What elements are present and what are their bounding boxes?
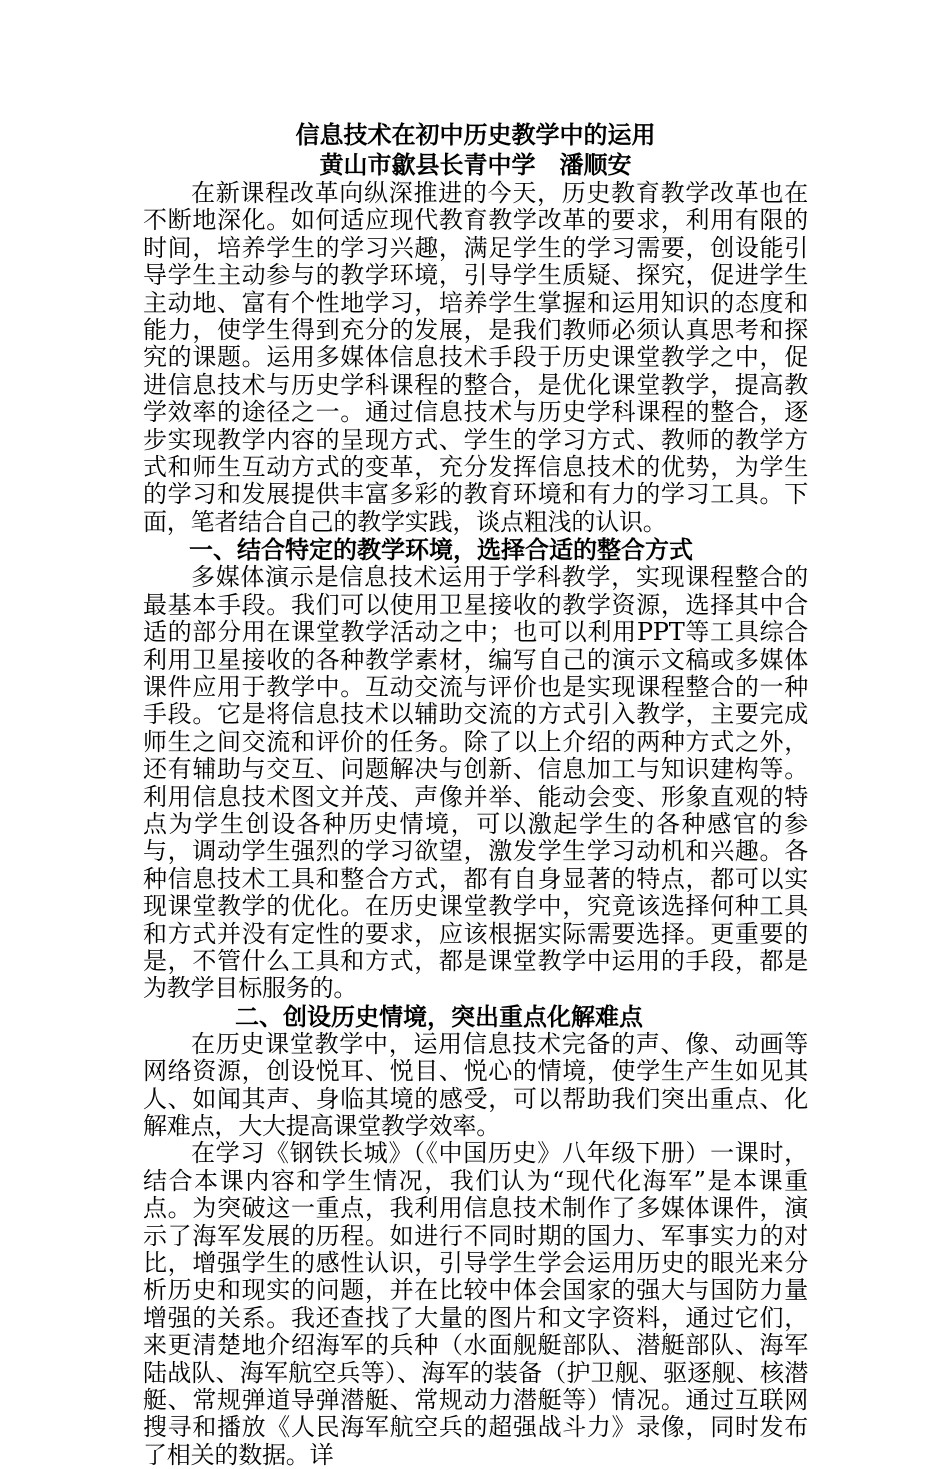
section-2-paragraph-1: 在历史课堂教学中，运用信息技术完备的声、像、动画等网络资源，创设悦耳、悦目、悦心的情境，使学生产生如见其人、如闻其声、身临其境的感受，可以帮助我们突出重点、化解难点，大大提高课堂教学效率。 [143,1029,808,1140]
section-2-heading: 二、创设历史情境，突出重点化解难点 [235,1001,643,1031]
section-1-heading: 一、结合特定的教学环境，选择合适的整合方式 [189,535,693,565]
author-line: 黄山市歙县长青中学 潘顺安 [319,150,632,179]
intro-paragraph: 在新课程改革向纵深推进的今天，历史教育教学改革也在不断地深化。如何适应现代教育教学改革的要求，利用有限的时间，培养学生的学习兴趣，满足学生的学习需要，创设能引导学生主动参与的教学环境，引导学生质疑、探究，促进学生主动地、富有个性地学习，培养学生掌握和运用知识的态度和能力，使学生得到充分的发展，是我们教师必须认真思考和探究的课题。运用多媒体信息技术手段于历史课堂教学之中，促进信息技术与历史学科课程的整合，是优化课堂教学，提高教学效率的途径之一。通过信息技术与历史学科课程的整合，逐步实现教学内容的呈现方式、学生的学习方式、教师的教学方式和师生互动方式的变革，充分发挥信息技术的优势，为学生的学习和发展提供丰富多彩的教育环境和有力的学习工具。下面，笔者结合自己的教学实践，谈点粗浅的认识。 [143,179,808,536]
document-title: 信息技术在初中历史教学中的运用 [295,120,656,149]
document-body [143,119,808,1469]
section-1-paragraph: 多媒体演示是信息技术运用于学科教学，实现课程整合的最基本手段。我们可以使用卫星接收的教学资源，选择其中合适的部分用在课堂教学活动之中；也可以利用PPT等工具综合利用卫星接收的各种教学素材，编写自己的演示文稿或多媒体课件应用于教学中。互动交流与评价也是实现课程整合的一种手段。它是将信息技术以辅助交流的方式引入教学，主要完成师生之间交流和评价的任务。除了以上介绍的两种方式之外，还有辅助与交互、问题解决与创新、信息加工与知识建构等。利用信息技术图文并茂、声像并举、能动会变、形象直观的特点为学生创设各种历史情境，可以激起学生的各种感官的参与，调动学生强烈的学习欲望，激发学生学习动机和兴趣。各种信息技术工具和整合方式，都有自身显著的特点，都可以实现课堂教学的优化。在历史课堂教学中，究竟该选择何种工具和方式并没有定性的要求，应该根据实际需要选择。更重要的是，不管什么工具和方式，都是课堂教学中运用的手段，都是为教学目标服务的。 [143,563,808,1003]
section-2-paragraph-2: 在学习《钢铁长城》（《中国历史》八年级下册）一课时，结合本课内容和学生情况，我们认为“现代化海军”是本课重点。为突破这一重点，我利用信息技术制作了多媒体课件，演示了海军发展的历程。如进行不同时期的国力、军事实力的对比，增强学生的感性认识，引导学生学会运用历史的眼光来分析历史和现实的问题，并在比较中体会国家的强大与国防力量增强的关系。我还查找了大量的图片和文字资料，通过它们，来更清楚地介绍海军的兵种（水面舰艇部队、潜艇部队、海军陆战队、海军航空兵等）、海军的装备（护卫舰、驱逐舰、核潜艇、常规弹道导弹潜艇、常规动力潜艇等）情况。通过互联网搜寻和播放《人民海军航空兵的超强战斗力》录像，同时发布了相关的数据。详 [143,1139,808,1469]
